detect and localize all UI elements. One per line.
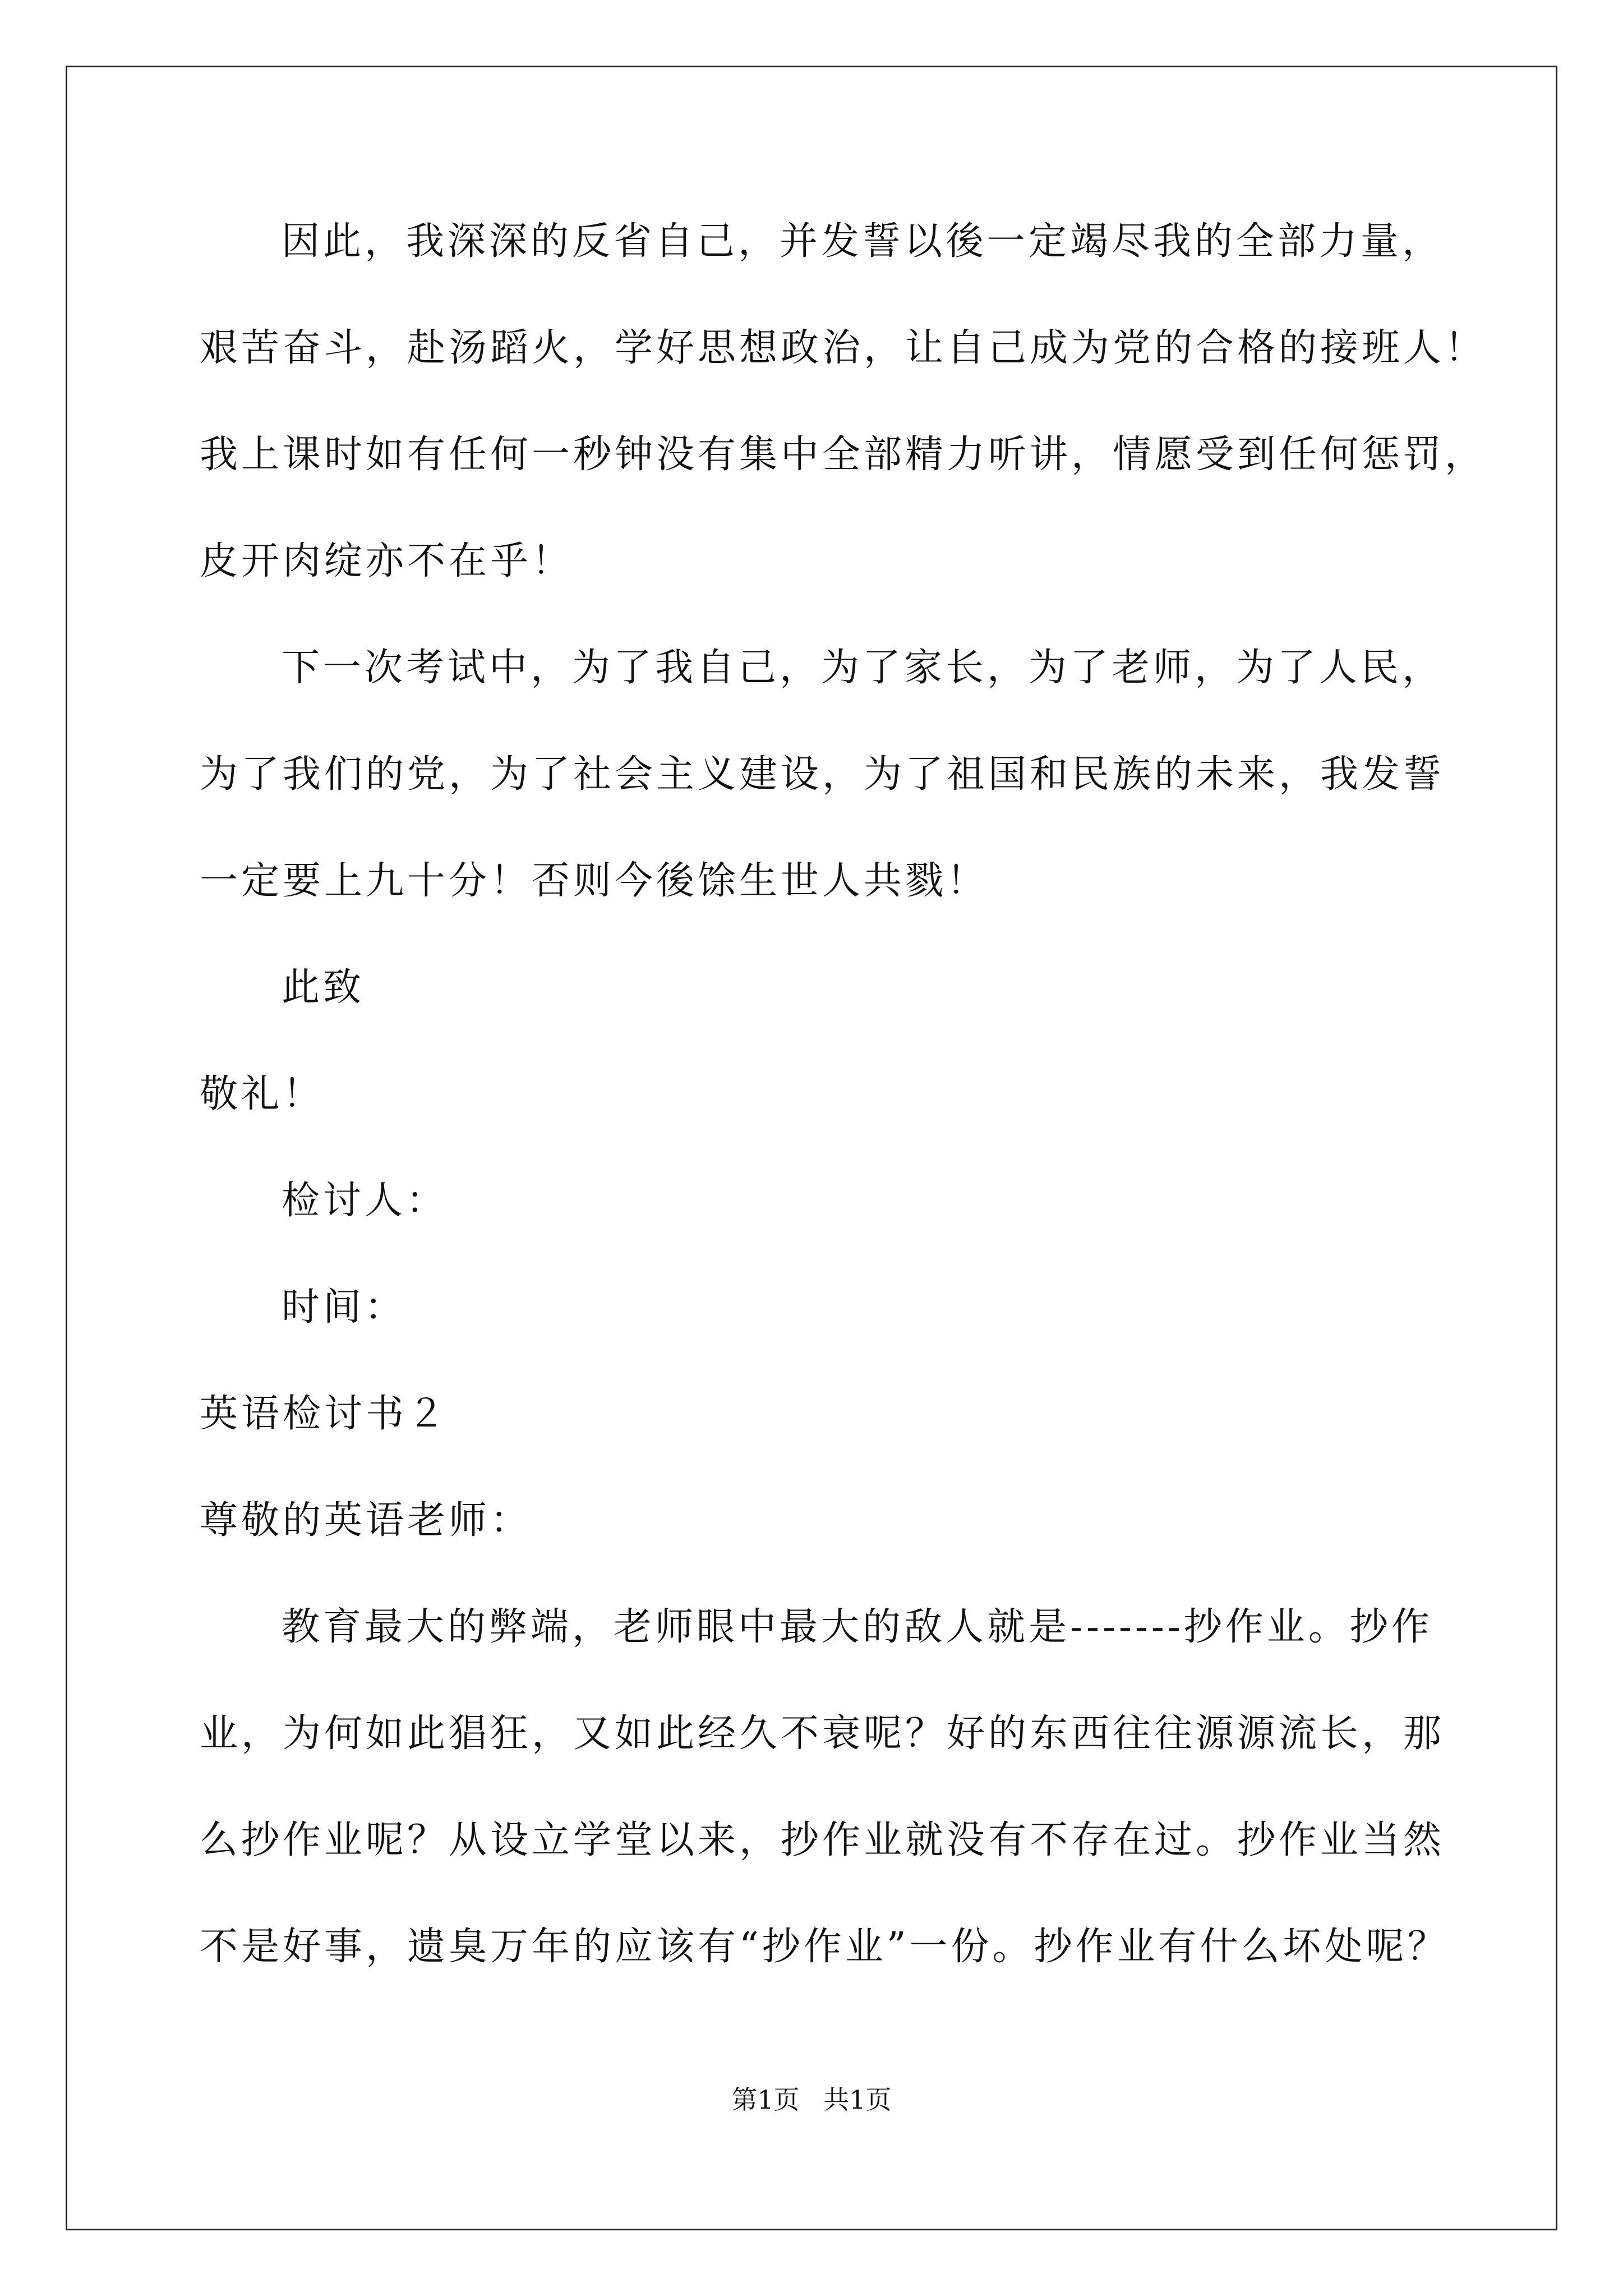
text-line: 我上课时如有任何一秒钟没有集中全部精力听讲，情愿受到任何惩罚， xyxy=(200,432,1487,477)
text-line: 此致 xyxy=(282,965,365,1010)
text-line: 英语检讨书２ xyxy=(200,1392,449,1436)
text-line: 检讨人： xyxy=(282,1179,448,1223)
text-line: 皮开肉绽亦不在乎！ xyxy=(200,539,574,583)
text-line: 时间： xyxy=(282,1285,407,1329)
document-body xyxy=(200,216,1487,2028)
text-line: 不是好事，遗臭万年的应该有“抄作业”一份。抄作业有什么坏处呢？ xyxy=(200,1925,1449,1969)
text-line: 一定要上九十分！否则今後馀生世人共戮！ xyxy=(200,859,989,903)
text-line: 为了我们的党，为了社会主义建设，为了祖国和民族的未来，我发誓 xyxy=(200,752,1445,797)
text-line: 敬礼！ xyxy=(200,1072,325,1116)
text-line: 艰苦奋斗，赴汤蹈火，学好思想政治，让自己成为党的合格的接班人！ xyxy=(200,326,1487,370)
text-line: 业，为何如此猖狂，又如此经久不衰呢？好的东西往往源源流长，那 xyxy=(200,1711,1445,1756)
text-line: 么抄作业呢？从设立学堂以来，抄作业就没有不存在过。抄作业当然 xyxy=(200,1818,1445,1862)
text-line: 因此，我深深的反省自己，并发誓以後一定竭尽我的全部力量， xyxy=(282,219,1444,264)
page-total: 共1页 xyxy=(823,2085,892,2115)
text-line: 尊敬的英语老师： xyxy=(200,1498,532,1543)
page-footer xyxy=(0,2083,1623,2116)
page-number: 第1页 xyxy=(731,2085,800,2115)
text-line: 教育最大的弊端，老师眼中最大的敌人就是-------抄作业。抄作 xyxy=(282,1605,1433,1649)
text-line: 下一次考试中，为了我自己，为了家长，为了老师，为了人民， xyxy=(282,646,1444,690)
